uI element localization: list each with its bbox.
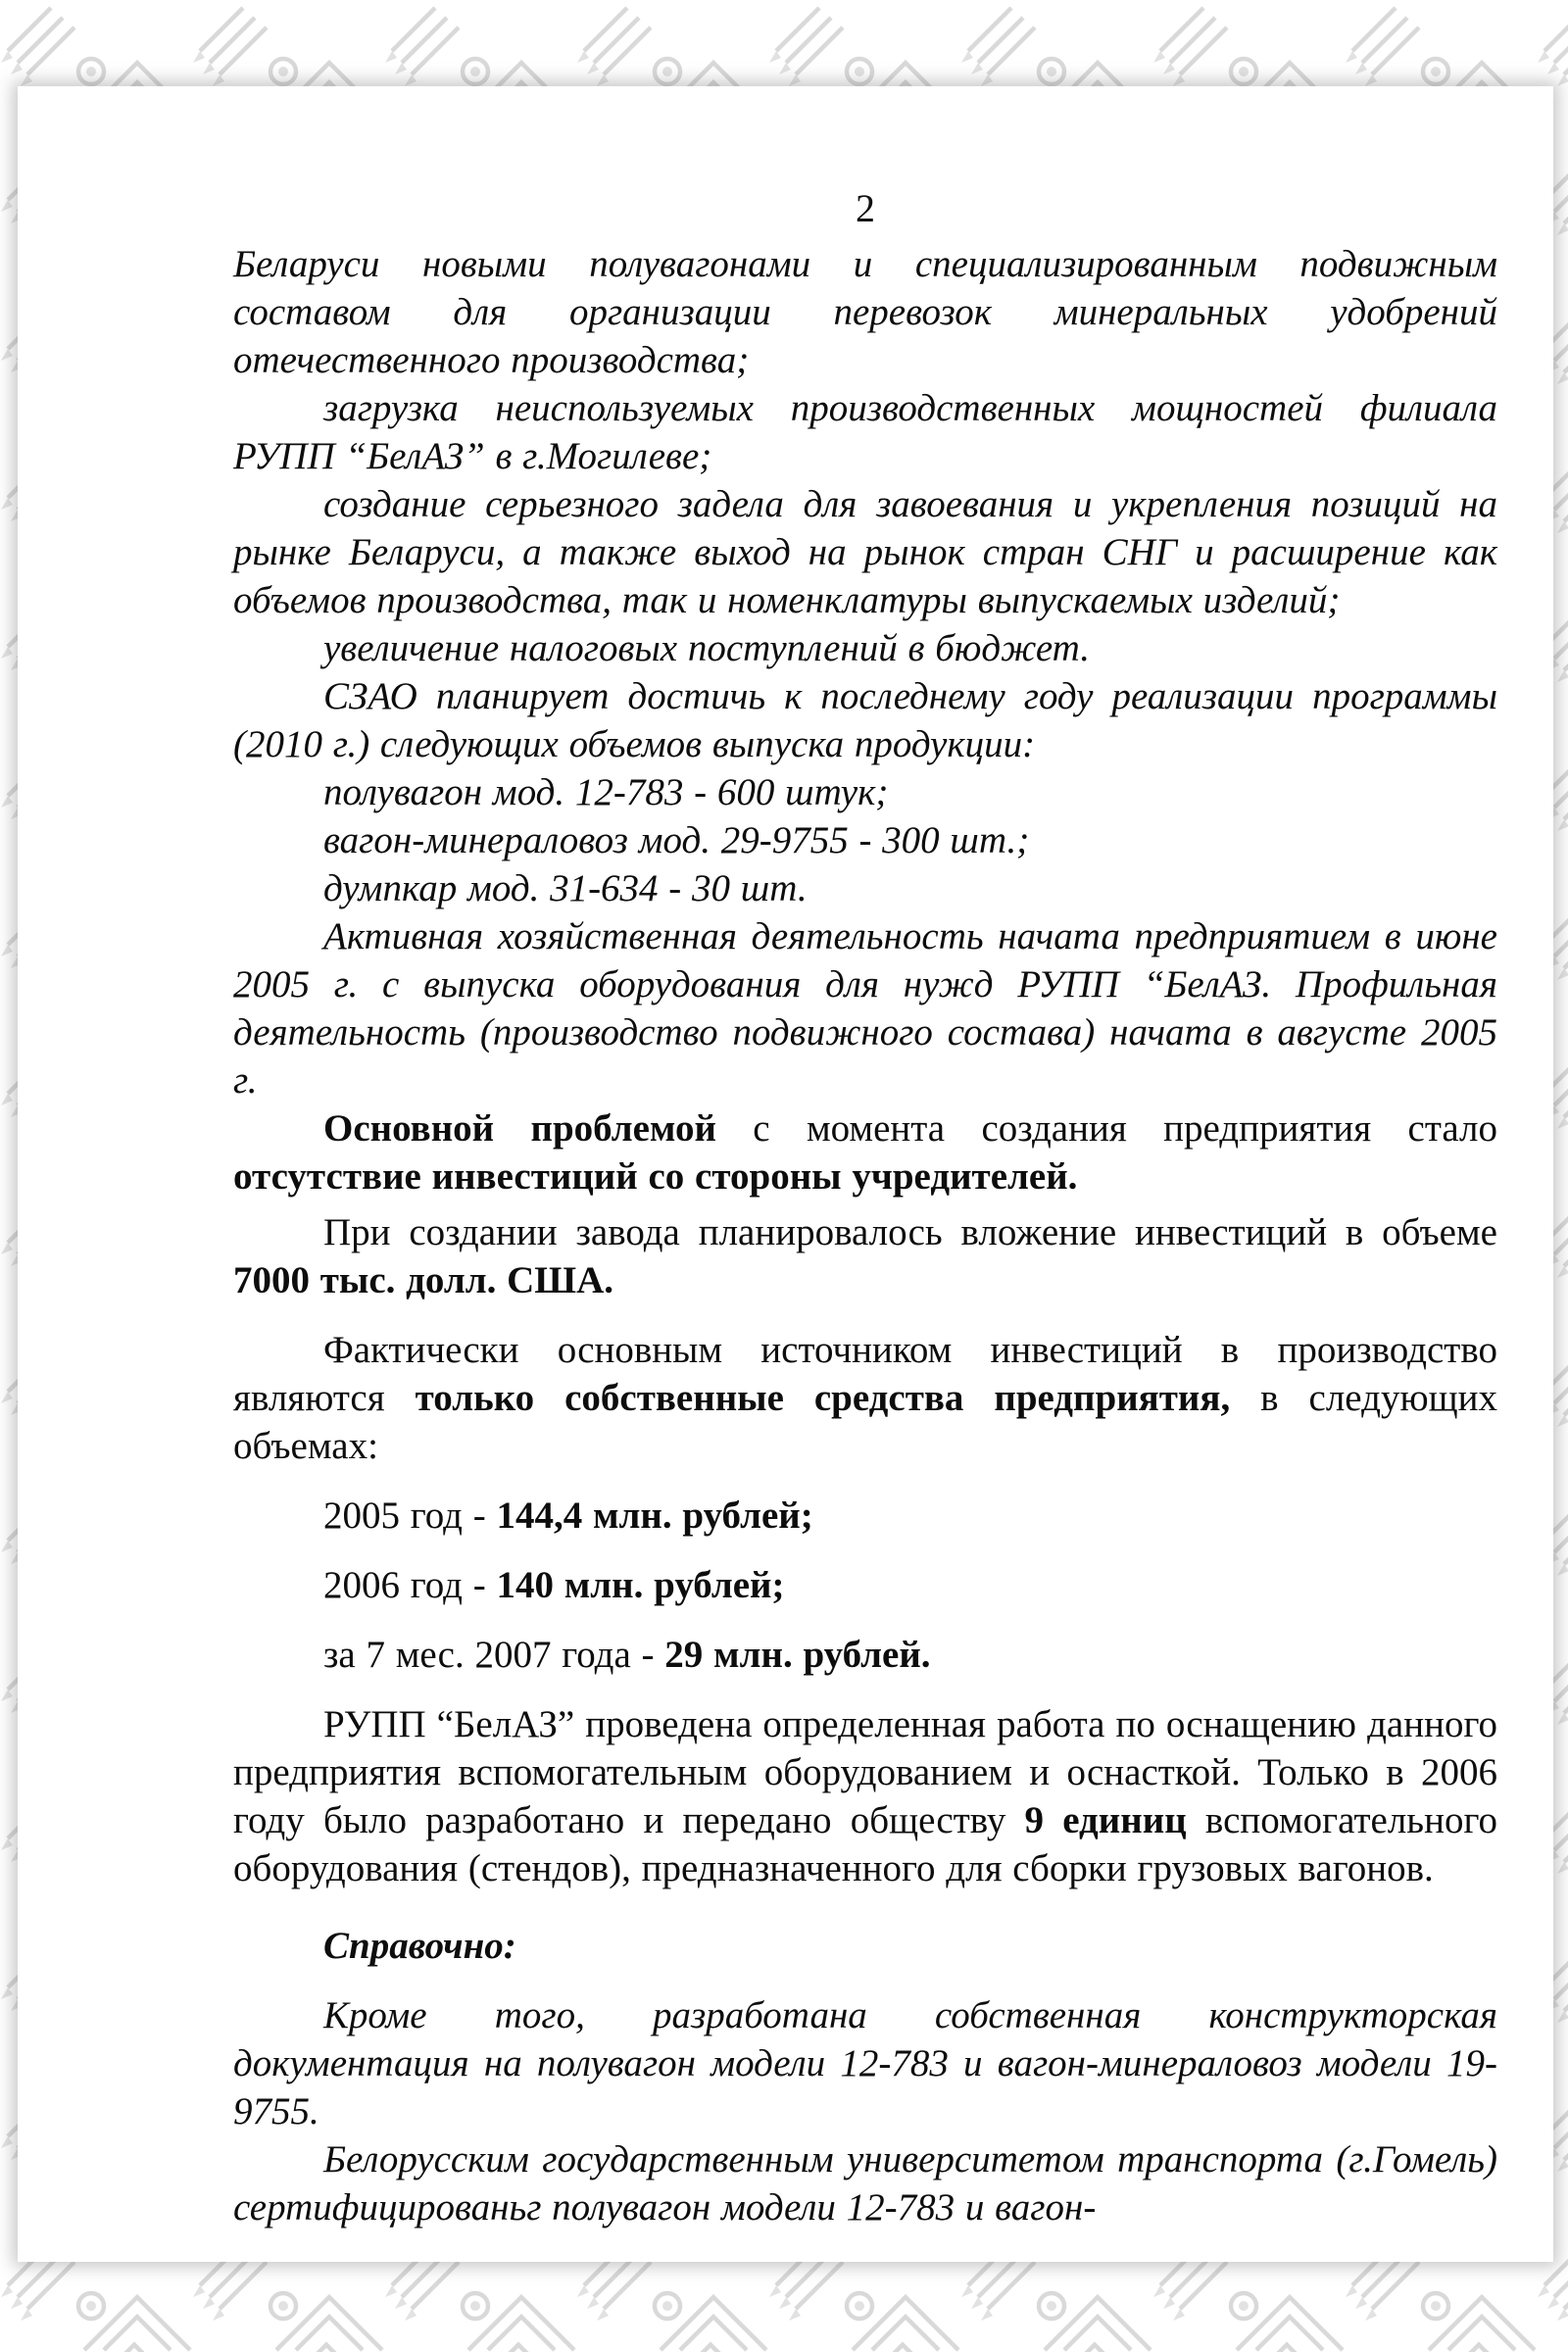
text-run: Беларуси новыми полувагонами и специализированным подвижным составом для организации перевозок минеральных удобрений отечественного производства; — [233, 243, 1497, 381]
paragraph — [233, 864, 1497, 912]
text-run: увеличение налоговых поступлений в бюджет. — [323, 627, 1091, 669]
paragraph — [233, 1991, 1497, 2135]
paragraph — [233, 1208, 1497, 1304]
document-sheet — [18, 86, 1553, 2262]
bold-text: только собственные средства предприятия, — [415, 1377, 1231, 1419]
bold-text: 7000 тыс. долл. США. — [233, 1259, 614, 1301]
text-run: думпкар мод. 31-634 - 30 шт. — [323, 867, 808, 909]
text-run: с момента создания предприятия стало — [715, 1107, 1497, 1150]
text-run: СЗАО планирует достичь к последнему году реализации программы (2010 г.) следующих объемов выпуска продукции: — [233, 675, 1497, 765]
text-run: Белорусским государственным университетом транспорта (г.Гомель) сертифицированьг полувагон модели 12-783 и вагон- — [233, 2138, 1497, 2229]
text-run: создание серьезного задела для завоевания и укрепления позиций на рынке Беларуси, а также выход на рынок стран СНГ и расширение как объемов производства, так и номенклатуры выпускаемых изделий; — [233, 483, 1497, 621]
document-body — [233, 240, 1497, 2231]
page-number: 2 — [856, 186, 875, 230]
paragraph — [233, 384, 1497, 480]
bold-text: отсутствие инвестиций со стороны учредителей. — [233, 1155, 1078, 1198]
bold-text: 29 млн. рублей. — [664, 1634, 931, 1676]
paragraph — [233, 816, 1497, 864]
text-run: загрузка неиспользуемых производственных мощностей филиала РУПП “БелАЗ” в г.Могилеве; — [233, 387, 1497, 477]
paragraph — [233, 240, 1497, 384]
bold-text: Справочно: — [323, 1925, 516, 1967]
bold-text: 140 млн. рублей; — [496, 1564, 785, 1606]
text-run: Фактически основным источником инвестиций в производство являются — [233, 1329, 1497, 1419]
paragraph — [233, 1104, 1497, 1200]
text-run: в следующих объемах: — [233, 1377, 1497, 1467]
paragraph — [233, 1326, 1497, 1470]
bold-text: Основной проблемой — [323, 1107, 716, 1150]
bold-text: 9 единиц — [1024, 1799, 1187, 1841]
paragraph — [233, 912, 1497, 1104]
paragraph — [233, 480, 1497, 624]
text-run: вспомогательного оборудования (стендов), предназначенного для сборки грузовых вагонов. — [233, 1799, 1497, 1889]
paragraph — [233, 624, 1497, 672]
text-run: Кроме того, разработана собственная конструкторская документация на полувагон модели 12-783 и вагон-минераловоз модели 19-9755. — [233, 1994, 1497, 2132]
paragraph — [233, 1700, 1497, 1892]
paragraph — [323, 1631, 1497, 1679]
text-run: вагон-минераловоз мод. 29-9755 - 300 шт.; — [323, 819, 1030, 861]
text-run: за 7 мес. 2007 года - — [323, 1634, 665, 1676]
text-run: Активная хозяйственная деятельность начата предприятием в июне 2005 г. с выпуска оборудования для нужд РУПП “БелАЗ. Профильная деятельность (производство подвижного состава) начата в августе 2005 г. — [233, 915, 1497, 1102]
paragraph — [233, 1922, 1497, 1970]
text-run: При создании завода планировалось вложение инвестиций в объеме — [323, 1211, 1497, 1253]
paragraph — [323, 1561, 1497, 1609]
text-run: полувагон мод. 12-783 - 600 штук; — [323, 771, 889, 813]
paragraph — [233, 768, 1497, 816]
paragraph — [233, 672, 1497, 768]
paragraph — [233, 2135, 1497, 2231]
text-run: 2006 год - — [323, 1564, 497, 1606]
text-run: 2005 год - — [323, 1494, 497, 1537]
paragraph — [323, 1492, 1497, 1540]
text-run: РУПП “БелАЗ” проведена определенная работа по оснащению данного предприятия вспомогательным оборудованием и оснасткой. Только в 2006 году было разработано и передано обществу — [233, 1703, 1497, 1841]
bold-text: 144,4 млн. рублей; — [496, 1494, 813, 1537]
